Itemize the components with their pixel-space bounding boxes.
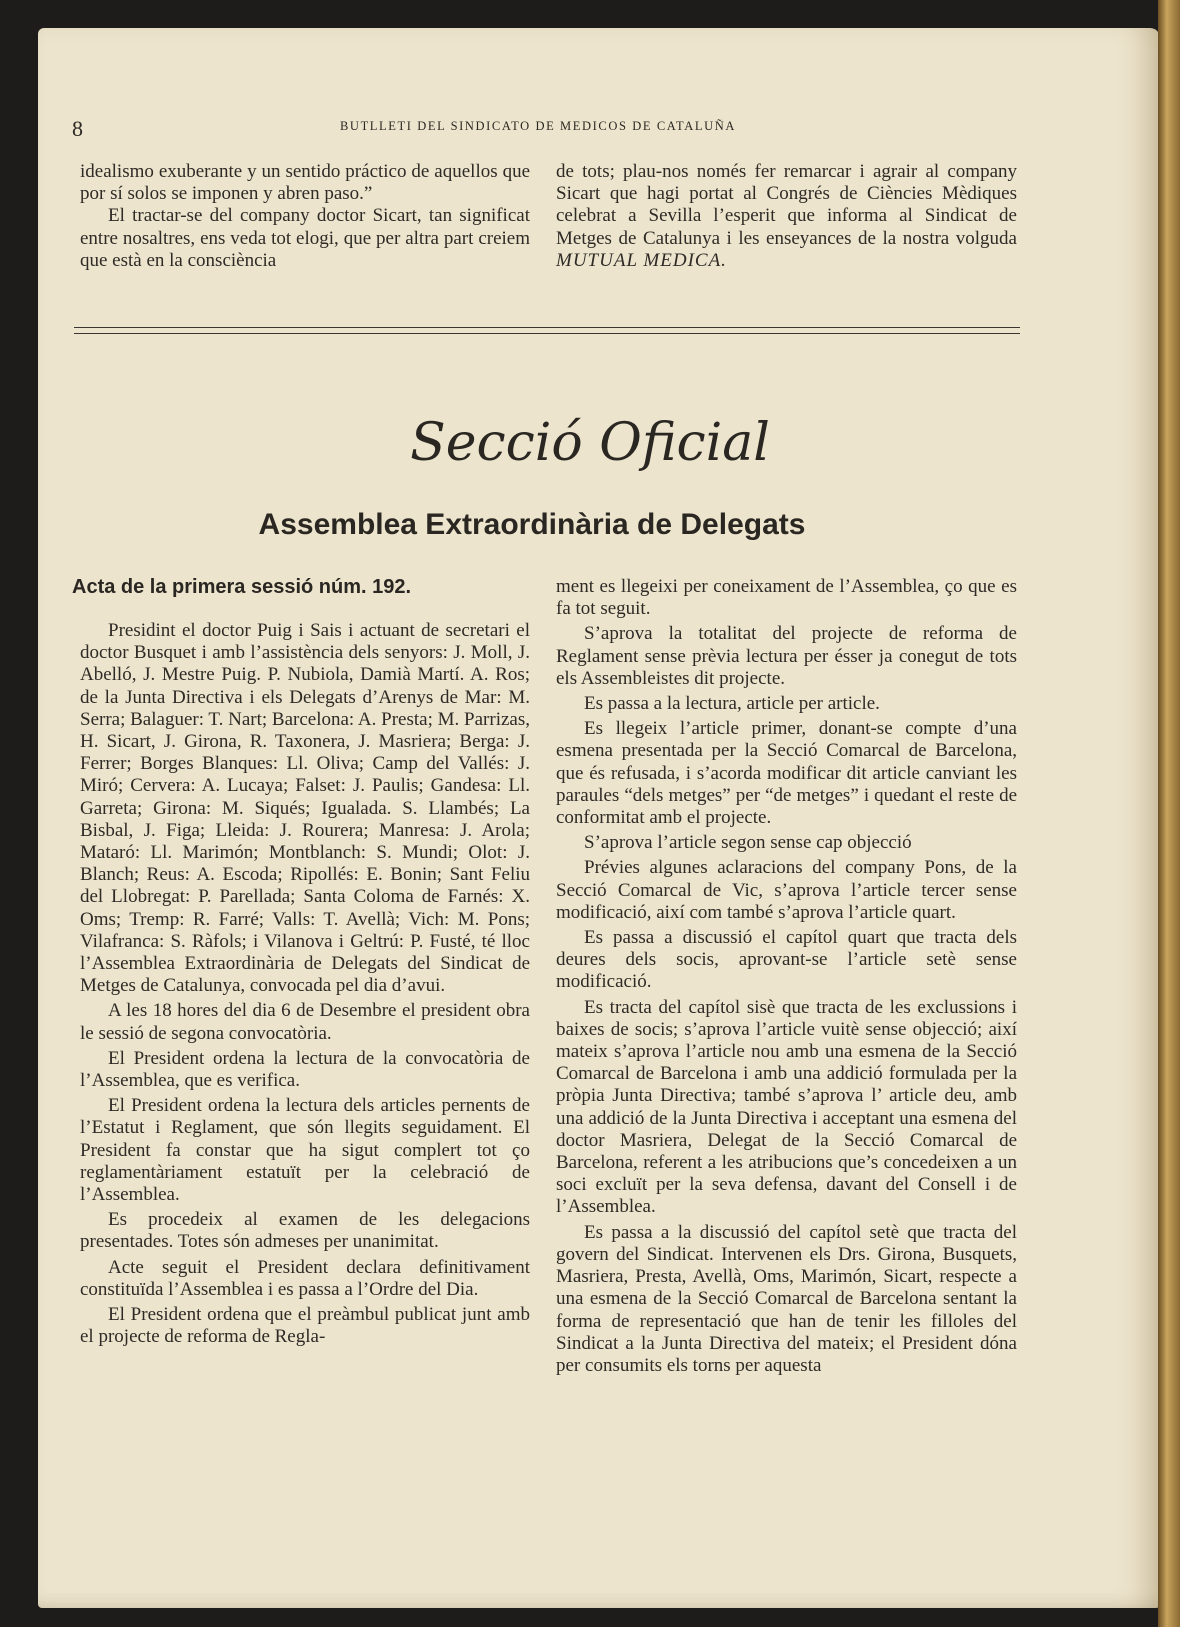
divider-rule xyxy=(74,333,1020,334)
paragraph: ment es llegeixi per coneixament de l’Assemblea, ço que es fa tot seguit. xyxy=(556,576,1017,620)
paragraph: Es procedeix al examen de les delegacions presentades. Totes són admeses per unanimitat. xyxy=(80,1209,530,1253)
paragraph: Prévies algunes aclaracions del company Pons, de la Secció Comarcal de Vic, s’aprova l’article tercer sense modificació, així com també s’aprova l’article quart. xyxy=(556,857,1017,923)
section-title: Secció Oficial xyxy=(410,413,770,473)
paragraph: El President ordena que el preàmbul publicat junt amb el projecte de reforma de Regla- xyxy=(80,1304,530,1348)
paragraph: Es llegeix l’article primer, donant-se compte d’una esmena presentada per la Secció Comarcal de Barcelona, que és refusada, i s’acorda modificar dit article canviant les paraules “dels metges” per “de metges” i quedant el reste de conformitat amb el projecte. xyxy=(556,718,1017,829)
page-number: 8 xyxy=(72,116,83,141)
top-left-column xyxy=(80,161,530,272)
mutual-medica: MUTUAL MEDICA. xyxy=(556,249,727,271)
paragraph: Es passa a la lectura, article per article. xyxy=(584,693,880,715)
right-body-column xyxy=(556,576,1017,1377)
paragraph: Es passa a la discussió del capítol setè que tracta del govern del Sindicat. Intervenen els Drs. Girona, Busquets, Masriera, Presta, Avellà, Oms, Marimón, Sicart, respecte a una esmena de la Secció Comarcal de Barcelona sentant la forma de representació que han de tenir les filloles del Sindicat a la Junta Directiva del mateix; el President dóna per consumits els torns per aquesta xyxy=(556,1221,1017,1376)
paragraph xyxy=(556,161,1017,272)
paragraph: El President ordena la lectura dels articles pernents de l’Estatut i Reglament, que són llegits seguidament. El President fa constar que ha sigut complert tot ço reglamentàriament estatuït per la celebració de l’Assemblea. xyxy=(80,1095,530,1206)
paragraph: idealismo exuberante y un sentido práctico de aquellos que por sí solos se imponen y abren paso.” xyxy=(80,161,530,205)
running-header: BUTLLETI DEL SINDICATO DE MEDICOS DE CATALUÑA xyxy=(340,119,736,133)
paragraph: El tractar-se del company doctor Sicart, tan significat entre nosaltres, ens veda tot elogi, que per altra part creiem que està en la consciència xyxy=(80,205,530,271)
paragraph-text: de tots; plau-nos només fer remarcar i agrair al company Sicart que hagi portat al Congrés de Ciències Mèdiques celebrat a Sevilla l’esperit que informa al Sindicat de Metges de Catalunya i les enseyances de la nostra volguda xyxy=(556,161,1017,249)
acta-heading: Acta de la primera sessió núm. 192. xyxy=(72,576,412,598)
paragraph: Acte seguit el President declara definitivament constituïda l’Assemblea i es passa a l’Ordre del Dia. xyxy=(80,1256,530,1300)
paragraph: S’aprova l’article segon sense cap objecció xyxy=(584,832,912,854)
paragraph: El President ordena la lectura de la convocatòria de l’Assemblea, que es verifica. xyxy=(80,1047,530,1092)
paragraph: Presidint el doctor Puig i Sais i actuant de secretari el doctor Busquet i amb l’assistència dels senyors: J. Moll, J. Abelló, J. Mestre Puig. P. Nubiola, Damià Martí. A. Ros; de la Junta Directiva i els Delegats d’Arenys de Mar: M. Serra; Balaguer: T. Nart; Barcelona: A. Presta; M. Parrizas, H. Sicart, J. Girona, R. Taxonera, J. Masriera; Berga: J. Ferrer; Borges Blanques: Ll. Oliva; Camp del Vallés: J. Miró; Cervera: A. Lucaya; Falset: J. Paulis; Gandesa: Ll. Garreta; Girona: M. Siqués; Igualada. S. Llambés; La Bisbal, J. Figa; Lleida: J. Rourera; Manresa: J. Arola; Mataró: Ll. Marimón; Montblanch: S. Mundi; Olot: J. Blanch; Reus: A. Escoda; Ripollés: E. Bonin; Sant Feliu del Llobregat: P. Parellada; Santa Coloma de Farnés: X. Oms; Tremp: R. Farré; Valls: T. Avellà; Vich: M. Pons; Vilafranca: S. Ràfols; i Vilanova i Geltrú: P. Fusté, té lloc l’Assemblea Extraordinària de Delegats del Sindicat de Metges de Catalunya, convocada pel dia d’avui. xyxy=(80,620,530,997)
paragraph: Es tracta del capítol sisè que tracta de les exclussions i baixes de socis; s’aprova l’article vuitè sense objecció; així mateix s’aprova l’article nou amb una esmena de la Secció Comarcal de Barcelona i amb una addició formulada per la pròpia Junta Directiva; també s’aprova l’ article deu, amb una addició de la Junta Directiva i acceptant una esmena del doctor Masriera, Delegat de la Secció Comarcal de Barcelona, referent a les atribucions que’s concedeixen a un soci excluït per la seva defensa, davant del Consell i de l’Assemblea. xyxy=(556,996,1017,1218)
book-edge xyxy=(1158,0,1180,1627)
divider-rule xyxy=(74,327,1020,328)
top-right-column xyxy=(556,161,1017,272)
paragraph: A les 18 hores del dia 6 de Desembre el president obra le sessió de segona convocatòria. xyxy=(80,1000,530,1044)
paragraph: Es passa a discussió el capítol quart que tracta dels deures dels socis, aprovant-se l’article setè sense modificació. xyxy=(556,927,1017,993)
paragraph: S’aprova la totalitat del projecte de reforma de Reglament sense prèvia lectura per ésser ja conegut de tots els Assembleistes dit projecte. xyxy=(556,623,1017,689)
left-body-column xyxy=(80,620,530,1349)
main-title: Assemblea Extraordinària de Delegats xyxy=(258,508,806,541)
